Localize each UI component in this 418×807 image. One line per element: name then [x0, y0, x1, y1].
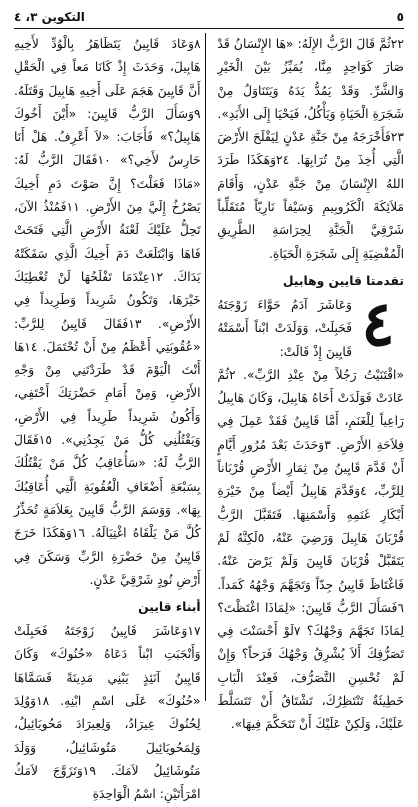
text-columns [14, 33, 405, 802]
column-divider [205, 33, 214, 701]
chapter-start [217, 286, 404, 364]
chapter-lead-text: وَعَاشَرَ آدَمُ حَوَّاءَ زَوْجَتَهُ فَحَبِلَتْ، وَوَلَدَتْ ابْناً أَسْمَتْهُ قَايِينَ إِذْ قَالَتْ: [217, 297, 352, 359]
verse-block-genesis-3: ٢٢ثُمَّ قَالَ الرَّبُّ الإِلَهُ: «هَا الإِنْسَانُ قَدْ صَارَ كَوَاحِدٍ مِنَّا، يُمَيِّزُ بَيْنَ الْخَيْرِ وَالشَّرِّ. وَقَدْ يَمُدُّ يَدَهُ وَيَتَنَاوَلُ مِنْ شَجَرَةِ الْحَيَاةِ وَيَأْكُلُ، فَيَحْيَا إِلَى الأَبَدِ». ٢٣فَأَخْرَجَهُ مِنْ جَنَّةِ عَدْنٍ لِيَفْلَحَ الأَرْضَ الَّتِي أُخِذَ مِنْ تُرَابِهَا. ٢٤وَهَكَذَا طَرَدَ اللهُ الإِنْسَانَ مِنْ جَنَّةِ عَدْنٍ، وَأَقَامَ مَلاَئِكَةَ الْكَرُوبِيمِ وَسَيْفاً نَارِيّاً مُتَقَلِّباً شَرْقِيَّ الْجَنَّةِ لِحِرَاسَةِ الطَّرِيقِ الْمُفْضِيَةِ إِلَى شَجَرَةِ الْحَيَاةِ. [217, 37, 404, 261]
verse-block-genesis-4c: ١٧وَعَاشَرَ قَايِينُ زَوْجَتَهُ فَحَبِلَتْ وَأَنْجَبَتِ ابْناً دَعَاهُ «حُنُوكَ» وَكَانَ قَايِينُ آنَئِذٍ يَبْنِي مَدِينَةً فَسَمَّاهَا «حُنُوكَ» عَلَى اسْمِ ابْنِهِ. ١٨وَوُلِدَ لِحُنُوكَ عِيرَادُ، وَلِعِيرَادَ مَحُويَائِيلُ، وَلِمَحُويَائِيلَ مَتُوشَائِيلُ، وَوَلَدَ مَتُوشَائِيلُ لاَمَكَ. ١٩وَتَزَوَّجَ لاَمَكُ امْرَأَتَيْنِ: اسْمُ الْوَاحِدَةِ [14, 624, 201, 802]
page-number: ٥ [396, 10, 404, 24]
chapter-number: ٤ [361, 286, 395, 360]
right-column [217, 33, 405, 732]
left-column [14, 33, 201, 802]
section-heading-offerings: تقدمتا قايين وهابيل [282, 273, 404, 288]
running-title: التكوين ٣، ٤ [14, 10, 85, 24]
verse-block-genesis-4b: ٨وَعَادَ قَايِينُ يَتَظَاهَرُ بِالْوُدِّ لأَخِيهِ هَابِيلَ، وَحَدَثَ إِذْ كَانَا مَعاً فِي الْحَقْلِ أَنَّ قَايِينَ هَجَمَ عَلَى أَخِيهِ هَابِيلَ وَقَتَلَهُ. ٩وَسَأَلَ الرَّبُّ قَايِينَ: «أَيْنَ أَخُوكَ هَابِيلُ؟» فَأَجَابَ: «لاَ أَعْرِفُ. هَلْ أَنَا حَارِسٌ لأَخِي؟» ١٠فَقَالَ الرَّبُّ لَهُ: «مَاذَا فَعَلْتَ؟ إِنَّ صَوْتَ دَمِ أَخِيكَ يَصْرُخُ إِلَيَّ مِنَ الأَرْضِ. ١١فَمُنْذُ الآنَ، تَحِلُّ عَلَيْكَ لَعْنَةُ الأَرْضِ الَّتِي فَتَحَتْ فَاهَا وَابْتَلَعَتْ دَمَ أَخِيكَ الَّذِي سَفَكَتْهُ يَدَاكَ. ١٢عِنْدَمَا تَفْلَحُهَا لَنْ تُعْطِيَكَ خَيْرَهَا، وَتَكُونُ شَرِيداً وَطَرِيداً فِي الأَرْضِ». ١٣فَقَالَ قَايِينُ لِلرَّبِّ: «عُقُوبَتِي أَعْظَمُ مِنْ أَنْ تُحْتَمَلَ. ١٤هَا أَنْتَ الْيَوْمَ قَدْ طَرَدْتَنِي مِنْ وَجْهِ الأَرْضِ، وَمِنْ أَمَامِ حَضْرَتِكَ أَخْتَفِي، وَأَكُونُ شَرِيداً طَرِيداً فِي الأَرْضِ، وَيَقْتُلُنِي كُلُّ مَنْ يَجِدُنِي». ١٥فَقَالَ الرَّبُّ لَهُ: «سَأُعَاقِبُ كُلَّ مَنْ يَقْتُلُكَ بِسَبْعَةِ أَضْعَافِ الْعُقُوبَةِ الَّتِي أُعَاقِبُكَ بِهَا». وَوَسَمَ الرَّبُّ قَايِينَ بِعَلاَمَةٍ تُحَذِّرُ كُلَّ مَنْ يَلْقَاهُ اغْتِيَالَهُ. ١٦وَهَكَذَا خَرَجَ قَايِينُ مِنْ حَضْرَةِ الرَّبِّ وَسَكَنَ فِي أَرْضِ نُودٍ شَرْقِيَّ عَدْنٍ. [14, 37, 201, 587]
verse-block-genesis-4a: «اقْتَنَيْتُ رَجُلاً مِنْ عِنْدِ الرَّبِّ». ٢ثُمَّ عَادَتْ فَوَلَدَتْ أَخَاهُ هَابِيلَ، وَكَانَ هَابِيلُ رَاعِياً لِلْغَنَمِ، أَمَّا قَايِينُ فَقَدْ عَمِلَ فِي فِلاَحَةِ الأَرْضِ. ٣وَحَدَثَ بَعْدَ مُرُورِ أَيَّامٍ أَنْ قَدَّمَ قَايِينُ مِنْ ثِمَارِ الأَرْضِ قُرْبَاناً لِلرَّبِّ، ٤وَقَدَّمَ هَابِيلُ أَيْضاً مِنْ خَيْرَةِ أَبْكَارِ غَنَمِهِ وَأَسْمَنِهَا. فَتَقَبَّلَ الرَّبُّ قُرْبَانَ هَابِيلَ وَرَضِيَ عَنْهُ، ٥لَكِنَّهُ لَمْ يَتَقَبَّلْ قُرْبَانَ قَايِينَ وَلَمْ يَرْضَ عَنْهُ. فَاغْتَاظَ قَايِينُ جِدّاً وَتَجَهَّمَ وَجْهُهُ كَمَداً. ٦فَسَأَلَ الرَّبُّ قَايِينَ: «لِمَاذَا اغْتَظْتَ؟ لِمَاذَا تَجَهَّمَ وَجْهُكَ؟ ٧لَوْ أَحْسَنْتَ فِي تَصَرُّفِكَ أَلاَ يُشْرِقُ وَجْهُكَ فَرَحاً؟ وَإِنْ لَمْ تُحْسِنِ التَّصَرُّفَ، فَعِنْدَ الْبَابِ خَطِيئَةٌ تَنْتَظِرُكَ، تَشْتَاقُ أَنْ تَتَسَلَّطَ عَلَيْكَ، وَلَكِنْ عَلَيْكَ أَنْ تَتَحَكَّمَ فِيهَا». [217, 367, 405, 732]
section-heading-sons-of-cain: أبناء قايين [138, 600, 201, 615]
page-header [14, 6, 404, 29]
